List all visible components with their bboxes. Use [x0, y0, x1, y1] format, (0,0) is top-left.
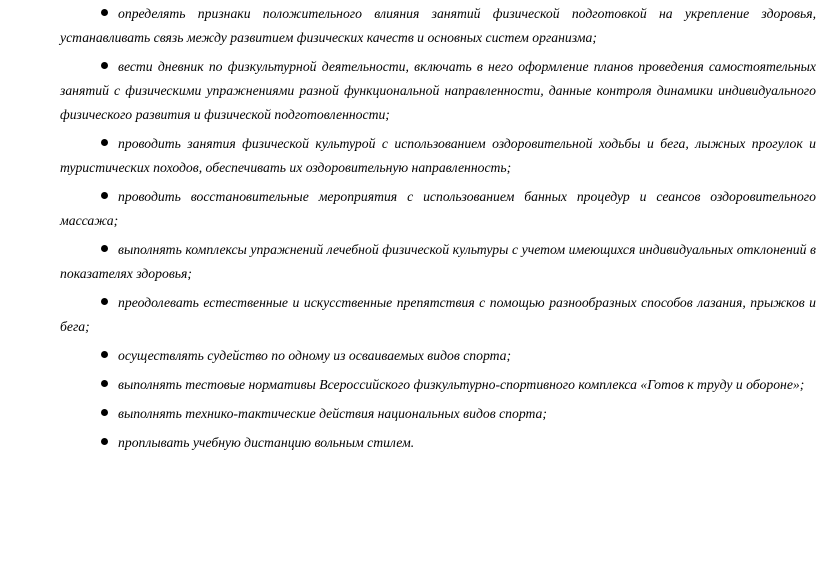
- bullet-icon: [101, 192, 108, 199]
- bullet-icon: [101, 298, 108, 305]
- bullet-icon: [101, 438, 108, 445]
- list-item-text: осуществлять судейство по одному из осваиваемых видов спорта;: [118, 348, 512, 363]
- list-item: [60, 431, 816, 455]
- list-item-text: проплывать учебную дистанцию вольным стилем.: [118, 435, 415, 450]
- bullet-list: [60, 2, 816, 460]
- list-item: [60, 373, 816, 397]
- bullet-icon: [101, 409, 108, 416]
- list-item-text: преодолевать естественные и искусственные препятствия с помощью разнообразных способов лазания, прыжков и бега;: [60, 295, 816, 334]
- list-item: [60, 132, 816, 180]
- bullet-icon: [101, 245, 108, 252]
- list-item-text: проводить восстановительные мероприятия с использованием банных процедур и сеансов оздоровительного массажа;: [60, 189, 816, 228]
- list-item: [60, 55, 816, 127]
- list-item: [60, 344, 816, 368]
- list-item-text: выполнять технико-тактические действия национальных видов спорта;: [118, 406, 547, 421]
- list-item-text: вести дневник по физкультурной деятельности, включать в него оформление планов проведения самостоятельных занятий с физическими упражнениями разной функциональной направленности, данные контроля динамики индивидуального физического развития и физической подготовленности;: [60, 59, 816, 122]
- list-item-text: проводить занятия физической культурой с использованием оздоровительной ходьбы и бега, лыжных прогулок и туристических походов, обеспечивать их оздоровительную направленность;: [60, 136, 816, 175]
- list-item: [60, 185, 816, 233]
- bullet-icon: [101, 380, 108, 387]
- list-item: [60, 2, 816, 50]
- bullet-icon: [101, 351, 108, 358]
- list-item: [60, 402, 816, 426]
- list-item: [60, 238, 816, 286]
- list-item-text: выполнять тестовые нормативы Всероссийского физкультурно-спортивного комплекса «Готов к труду и обороне»;: [118, 377, 805, 392]
- bullet-icon: [101, 9, 108, 16]
- bullet-icon: [101, 62, 108, 69]
- list-item-text: определять признаки положительного влияния занятий физической подготовкой на укрепление здоровья, устанавливать связь между развитием физических качеств и основных систем организма;: [60, 6, 816, 45]
- bullet-icon: [101, 139, 108, 146]
- list-item-text: выполнять комплексы упражнений лечебной физической культуры с учетом имеющихся индивидуальных отклонений в показателях здоровья;: [60, 242, 816, 281]
- list-item: [60, 291, 816, 339]
